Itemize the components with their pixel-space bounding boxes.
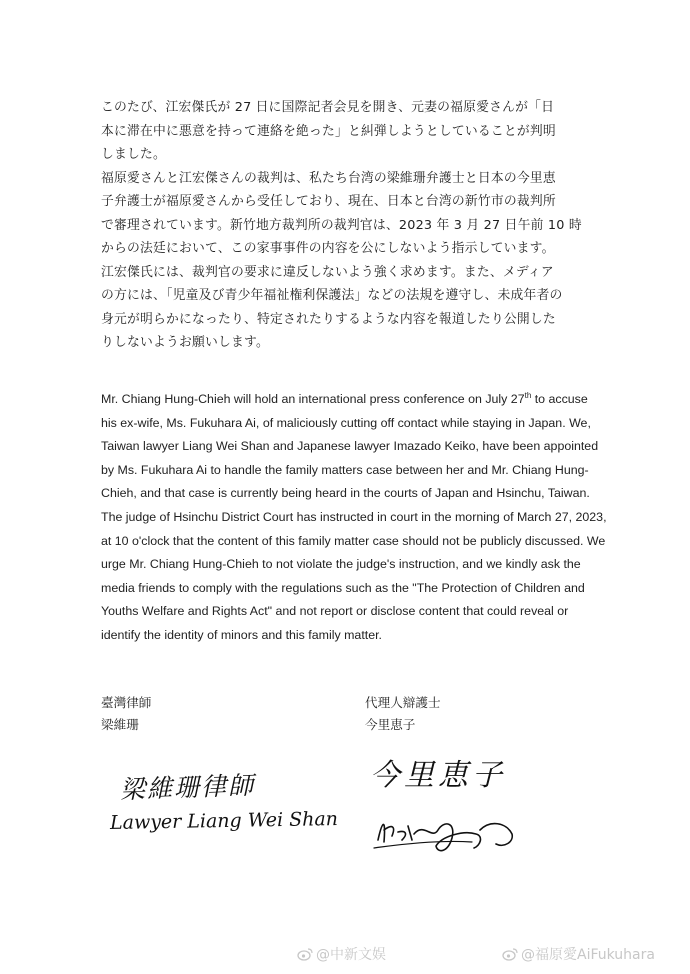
english-ordinal-suffix: th [524,390,532,400]
english-statement [101,388,607,648]
jp-paragraph-3: 江宏傑氏には、裁判官の要求に違反しないよう強く求めます。また、メディア の方には、「児童及び青少年福祉権利保護法」などの法規を遵守し、未成年者の 身元が明らかになったり、特定されたりするような内容を報道したり公開した りしないようお願いします。 [101,264,563,350]
left-signer-name: 梁維珊 [101,717,139,732]
english-text-part2: to accuse his ex-wife, Ms. Fukuhara Ai, of maliciously cutting off contact while staying in Japan. We, Taiwan lawyer Liang Wei Shan and Japanese lawyer Imazado Keiko, have been appointed by Ms. Fukuhara Ai to handle the family matters case between her and Mr. Chiang Hung-Chieh, and that case is currently being heard in the courts of Japan and Hsinchu, Taiwan. The judge of Hsinchu District Court has instructed in court in the morning of March 27, 2023, at 10 o'clock that the content of this family matter case should not be publicly discussed. We urge Mr. Chiang Hung-Chieh to not violate the judge's instruction, and we kindly ask the media friends to comply with the regulations such as the "The Protection of Children and Youths Welfare and Rights Act" and not report or disclose content that could reveal or identify the identity of minors and this family matter. [101,392,607,642]
weibo-icon [502,947,518,961]
watermark-left [297,944,386,964]
watermark-right [502,944,655,964]
watermark-left-text: @中新文娱 [316,947,386,963]
english-text-part1: Mr. Chiang Hung-Chieh will hold an international press conference on July 27 [101,392,525,406]
signature-block-right [365,692,441,736]
jp-paragraph-2: 福原愛さんと江宏傑さんの裁判は、私たち台湾の梁維珊弁護士と日本の今里恵 子弁護士が福原愛さんから受任しており、現在、日本と台湾の新竹市の裁判所 で審理されています。新竹地方裁判所の裁判官は、2023 年 3 月 27 日午前 10 時 からの法廷において、この家事事件の内容を公にしないよう指示しています。 [101,170,582,256]
handwritten-signature-cn-right: 今里恵子 [370,758,506,793]
right-signer-name: 今里恵子 [365,717,416,732]
handwritten-scrawl-signature [372,800,532,860]
watermark-right-text: @福原愛AiFukuhara [521,947,655,963]
handwritten-signature-en-left: Lawyer Liang Wei Shan [109,808,339,834]
jp-paragraph-1: このたび、江宏傑氏が 27 日に国際記者会見を開き、元妻の福原愛さんが「日 本に滞在中に悪意を持って連絡を絶った」と糾弾しようとしていることが判明 しました。 [101,100,556,162]
japanese-statement [101,96,601,355]
right-signer-title: 代理人辯護士 [365,695,441,710]
weibo-icon [297,947,313,961]
signature-block-left [101,692,151,736]
handwritten-signature-cn-left: 梁維珊律師 [119,770,256,805]
left-signer-title: 臺灣律師 [101,695,152,710]
